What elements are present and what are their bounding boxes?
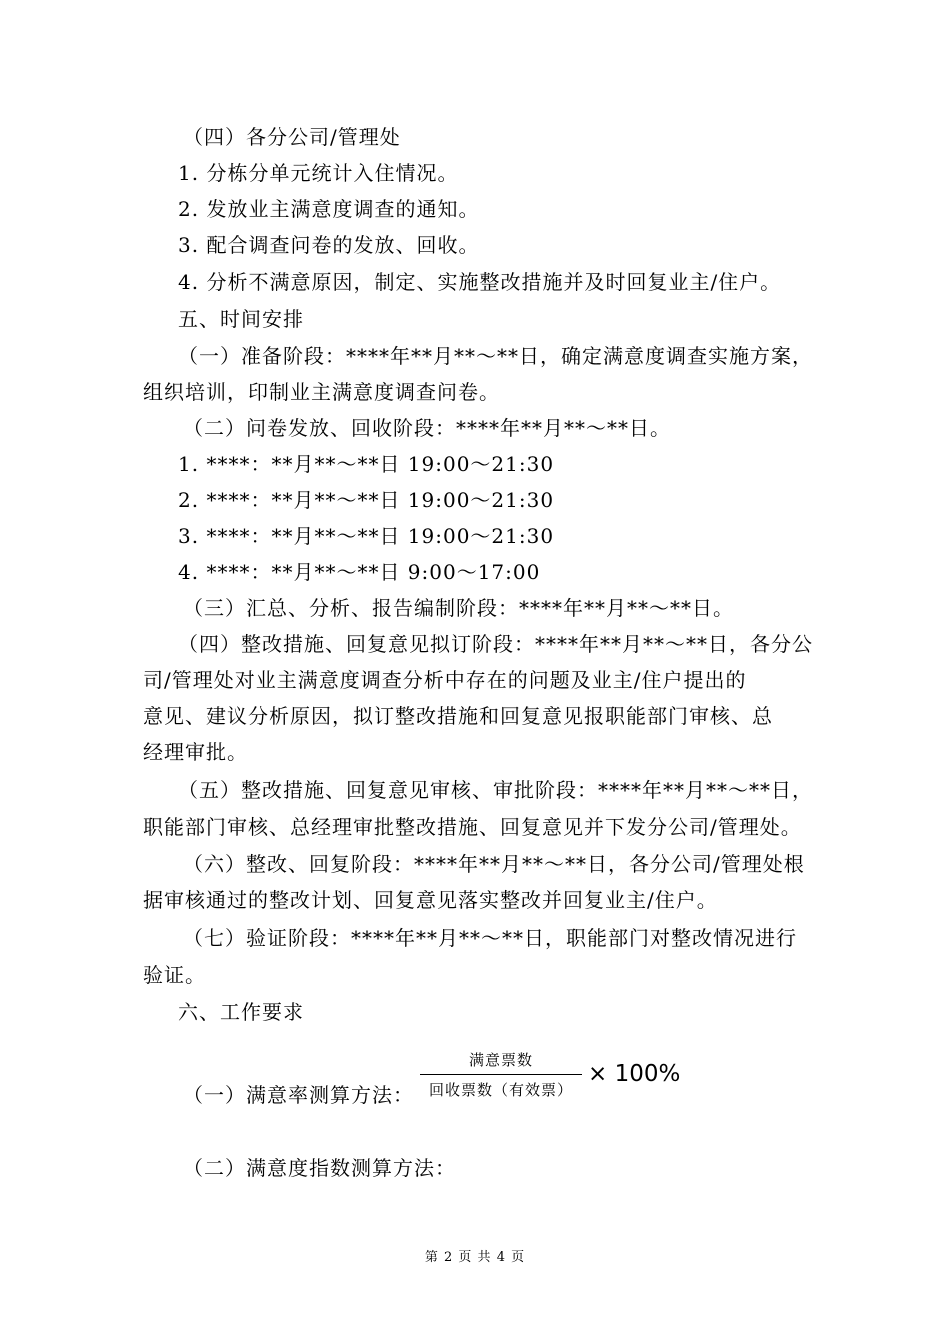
section-heading-branch-offices: （四）各分公司/管理处 bbox=[183, 125, 401, 149]
list-item: 4. ****：**月**～**日 9:00～17:00 bbox=[178, 560, 541, 584]
fraction-multiplier: × 100% bbox=[588, 1061, 681, 1087]
paragraph-line: 经理审批。 bbox=[143, 740, 248, 764]
paragraph-line: （七）验证阶段：****年**月**～**日，职能部门对整改情况进行 bbox=[183, 926, 797, 950]
page-footer: 第 2 页 共 4 页 bbox=[424, 1250, 526, 1265]
list-item: 3. 配合调查问卷的发放、回收。 bbox=[178, 233, 480, 257]
list-item: 1. 分栋分单元统计入住情况。 bbox=[178, 161, 459, 185]
paragraph-line: 司/管理处对业主满意度调查分析中存在的问题及业主/住户提出的 bbox=[143, 668, 747, 692]
section-heading-work-requirements: 六、工作要求 bbox=[178, 1000, 304, 1024]
list-item: 3. ****：**月**～**日 19:00～21:30 bbox=[178, 524, 555, 548]
paragraph-line: 据审核通过的整改计划、回复意见落实整改并回复业主/住户。 bbox=[143, 888, 718, 912]
fraction-bar bbox=[420, 1074, 582, 1075]
list-item: 2. ****：**月**～**日 19:00～21:30 bbox=[178, 488, 555, 512]
paragraph-line: 验证。 bbox=[143, 963, 206, 987]
list-item: 2. 发放业主满意度调查的通知。 bbox=[178, 197, 480, 221]
satisfaction-rate-fraction bbox=[418, 1050, 584, 1106]
satisfaction-rate-label: （一）满意率测算方法： bbox=[183, 1083, 414, 1107]
paragraph-line: 意见、建议分析原因，拟订整改措施和回复意见报职能部门审核、总 bbox=[143, 704, 773, 728]
paragraph-line: （六）整改、回复阶段：****年**月**～**日，各分公司/管理处根 bbox=[183, 852, 805, 876]
fraction-denominator: 回收票数（有效票） bbox=[428, 1081, 573, 1099]
list-item: 1. ****：**月**～**日 19:00～21:30 bbox=[178, 452, 555, 476]
satisfaction-index-label: （二）满意度指数测算方法： bbox=[183, 1156, 456, 1180]
paragraph-line: （二）问卷发放、回收阶段：****年**月**～**日。 bbox=[183, 416, 671, 440]
paragraph-line: （四）整改措施、回复意见拟订阶段：****年**月**～**日，各分公 bbox=[178, 632, 813, 656]
paragraph-line: （五）整改措施、回复意见审核、审批阶段：****年**月**～**日， bbox=[178, 778, 813, 802]
paragraph-line: 组织培训，印制业主满意度调查问卷。 bbox=[143, 380, 500, 404]
fraction-numerator: 满意票数 bbox=[468, 1051, 533, 1069]
paragraph-line: （一）准备阶段：****年**月**～**日，确定满意度调查实施方案， bbox=[178, 344, 813, 368]
section-heading-schedule: 五、时间安排 bbox=[178, 307, 304, 331]
paragraph-line: （三）汇总、分析、报告编制阶段：****年**月**～**日。 bbox=[183, 596, 734, 620]
paragraph-line: 职能部门审核、总经理审批整改措施、回复意见并下发分公司/管理处。 bbox=[143, 815, 802, 839]
list-item: 4. 分析不满意原因，制定、实施整改措施并及时回复业主/住户。 bbox=[178, 270, 782, 294]
